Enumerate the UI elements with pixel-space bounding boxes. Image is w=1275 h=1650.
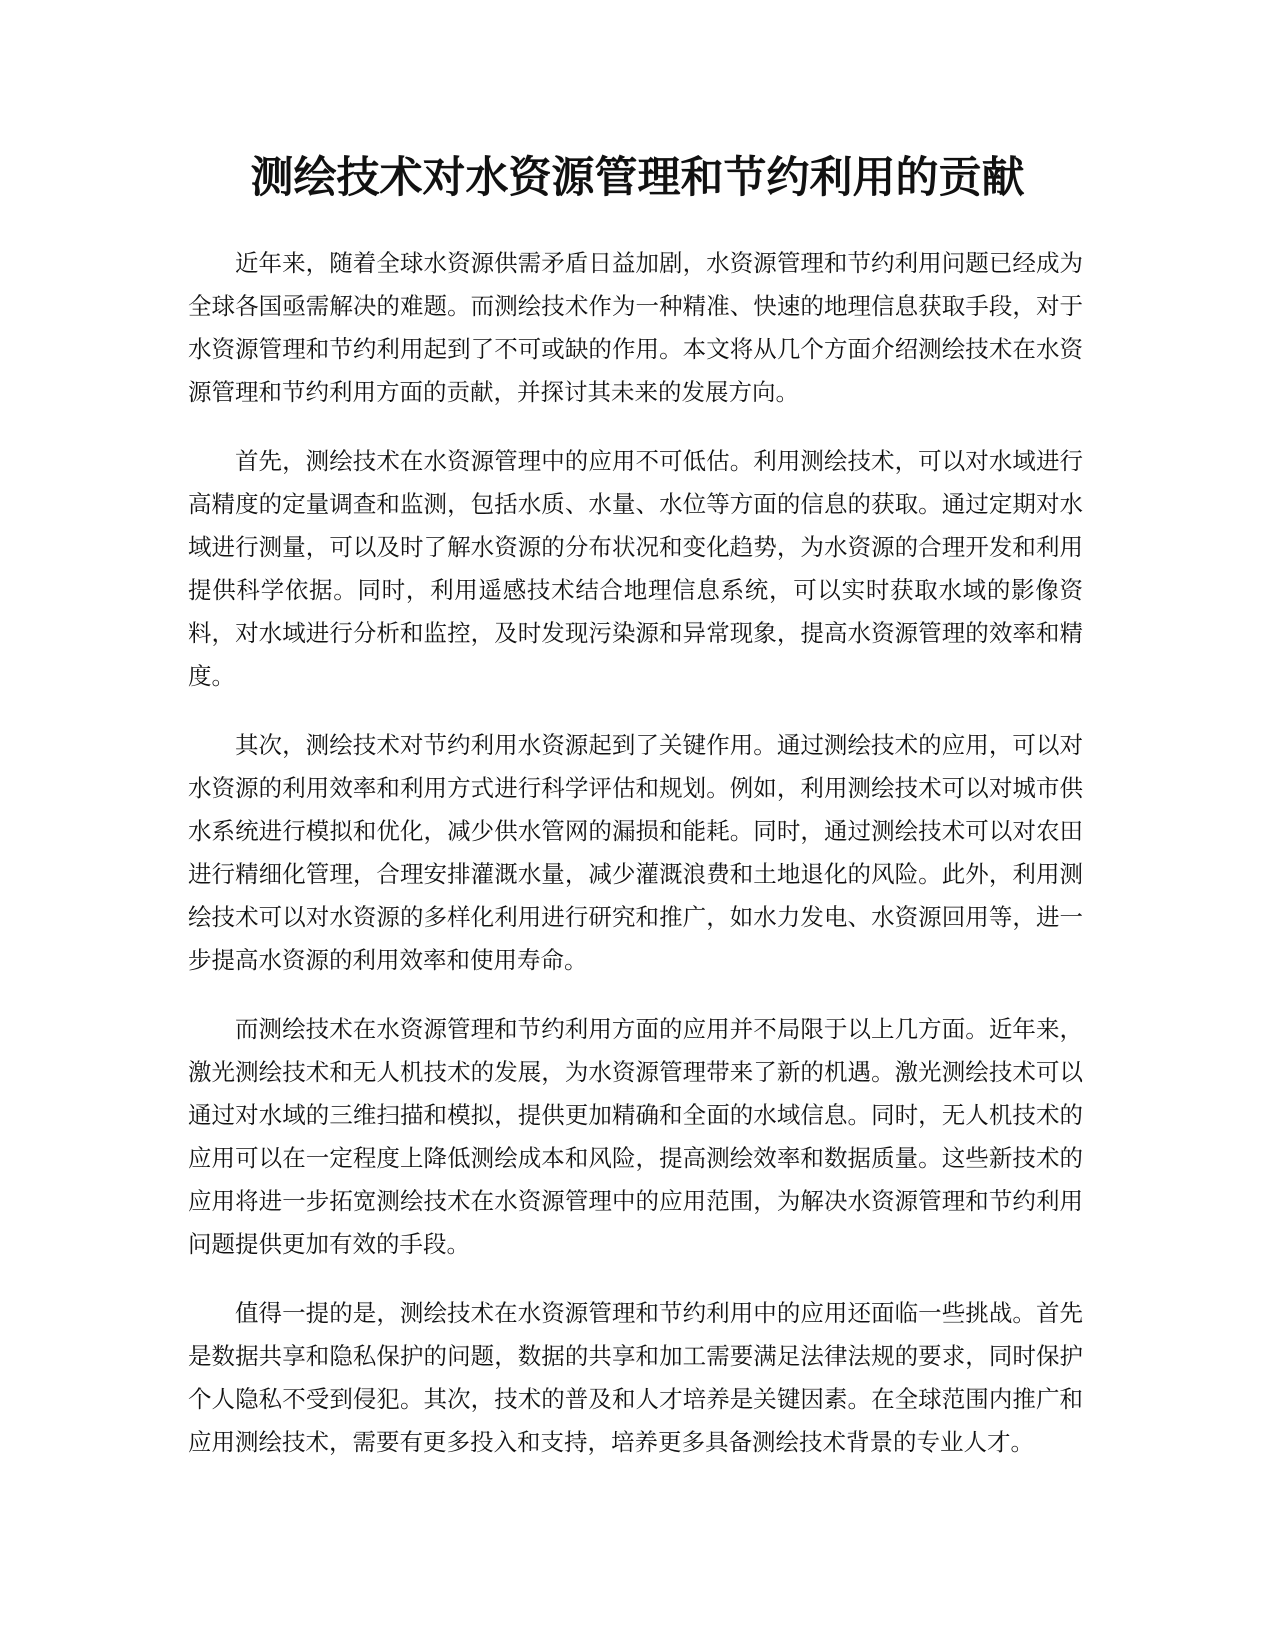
paragraph-5: 值得一提的是，测绘技术在水资源管理和节约利用中的应用还面临一些挑战。首先是数据共享和隐私保护的问题，数据的共享和加工需要满足法律法规的要求，同时保护个人隐私不受到侵犯。其次，技术的普及和人才培养是关键因素。在全球范围内推广和应用测绘技术，需要有更多投入和支持，培养更多具备测绘技术背景的专业人才。 xyxy=(188,1299,1083,1456)
paragraph-3: 其次，测绘技术对节约利用水资源起到了关键作用。通过测绘技术的应用，可以对水资源的利用效率和利用方式进行科学评估和规划。例如，利用测绘技术可以对城市供水系统进行模拟和优化，减少供水管网的漏损和能耗。同时，通过测绘技术可以对农田进行精细化管理，合理安排灌溉水量，减少灌溉浪费和土地退化的风险。此外，利用测绘技术可以对水资源的多样化利用进行研究和推广，如水力发电、水资源回用等，进一步提高水资源的利用效率和使用寿命。 xyxy=(188,731,1083,974)
paragraph-4: 而测绘技术在水资源管理和节约利用方面的应用并不局限于以上几方面。近年来，激光测绘技术和无人机技术的发展，为水资源管理带来了新的机遇。激光测绘技术可以通过对水域的三维扫描和模拟，提供更加精确和全面的水域信息。同时，无人机技术的应用可以在一定程度上降低测绘成本和风险，提高测绘效率和数据质量。这些新技术的应用将进一步拓宽测绘技术在水资源管理中的应用范围，为解决水资源管理和节约利用问题提供更加有效的手段。 xyxy=(188,1015,1083,1258)
paragraph-1: 近年来，随着全球水资源供需矛盾日益加剧，水资源管理和节约利用问题已经成为全球各国亟需解决的难题。而测绘技术作为一种精准、快速的地理信息获取手段，对于水资源管理和节约利用起到了不可或缺的作用。本文将从几个方面介绍测绘技术在水资源管理和节约利用方面的贡献，并探讨其未来的发展方向。 xyxy=(188,249,1083,406)
document-title: 测绘技术对水资源管理和节约利用的贡献 xyxy=(250,153,1025,203)
paragraph-2: 首先，测绘技术在水资源管理中的应用不可低估。利用测绘技术，可以对水域进行高精度的定量调查和监测，包括水质、水量、水位等方面的信息的获取。通过定期对水域进行测量，可以及时了解水资源的分布状况和变化趋势，为水资源的合理开发和利用提供科学依据。同时，利用遥感技术结合地理信息系统，可以实时获取水域的影像资料，对水域进行分析和监控，及时发现污染源和异常现象，提高水资源管理的效率和精度。 xyxy=(188,447,1083,690)
document-body xyxy=(188,242,1083,1490)
